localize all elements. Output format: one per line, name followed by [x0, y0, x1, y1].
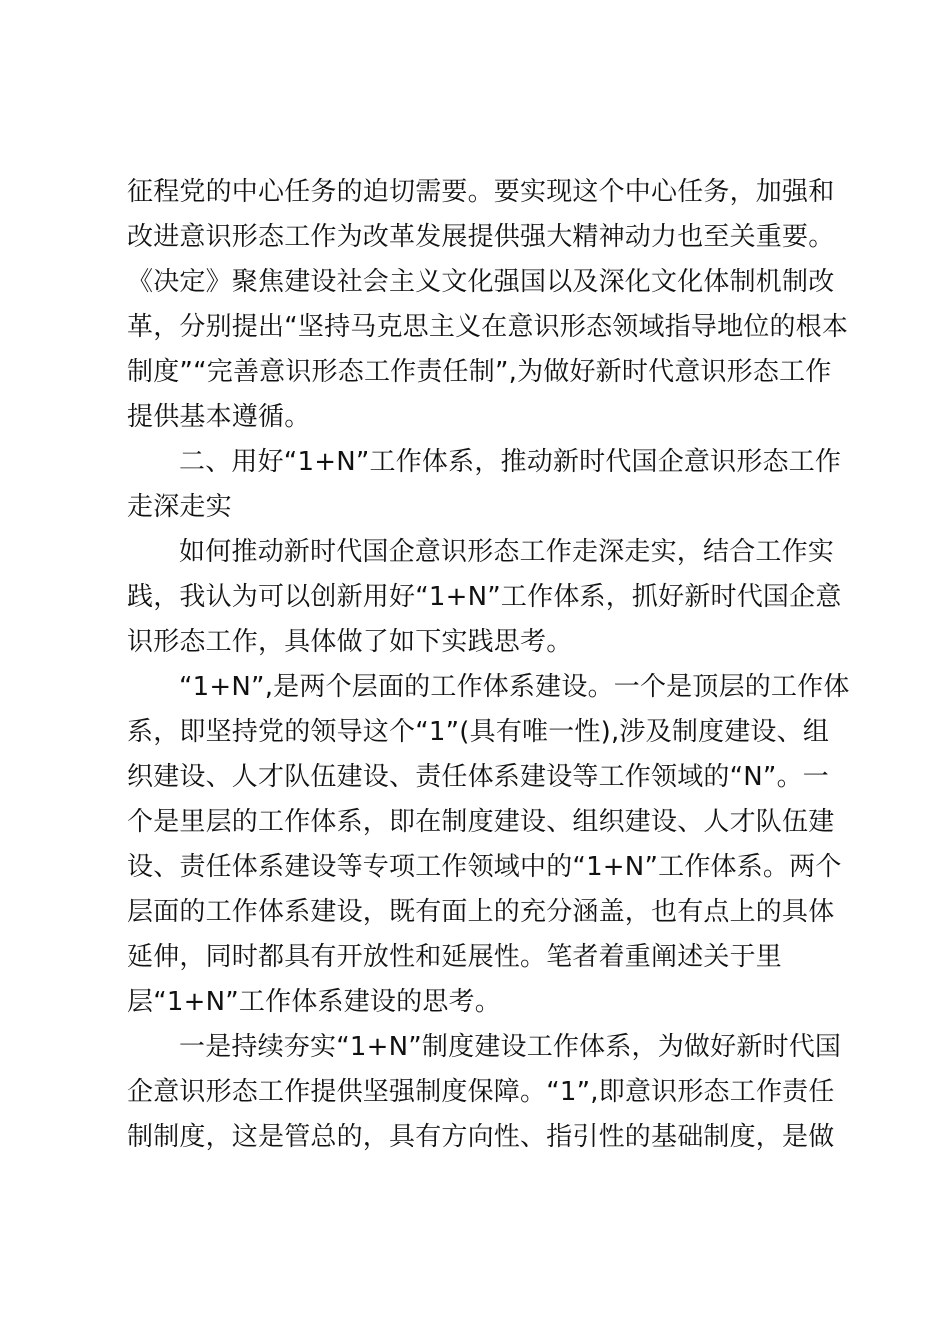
- text-line-12: “1+N”,是两个层面的工作体系建设。一个是顶层的工作体: [179, 672, 850, 702]
- text-line-21: 企意识形态工作提供坚强制度保障。“1”,即意识形态工作责任: [127, 1077, 835, 1107]
- text-line-17: 层面的工作体系建设，既有面上的充分涵盖，也有点上的具体: [127, 897, 835, 927]
- text-line-11: 识形态工作，具体做了如下实践思考。: [127, 627, 573, 657]
- text-line-2: 改进意识形态工作为改革发展提供强大精神动力也至关重要。: [127, 222, 835, 252]
- text-line-3: 《决定》聚焦建设社会主义文化强国以及深化文化体制机制改: [127, 267, 835, 297]
- text-line-14: 织建设、人才队伍建设、责任体系建设等工作领域的“N”。一: [127, 762, 829, 792]
- text-line-19: 层“1+N”工作体系建设的思考。: [127, 987, 501, 1017]
- text-line-18: 延伸，同时都具有开放性和延展性。笔者着重阐述关于里: [127, 942, 783, 972]
- text-line-16: 设、责任体系建设等专项工作领域中的“1+N”工作体系。两个: [127, 852, 842, 882]
- text-line-6: 提供基本遵循。: [127, 402, 311, 432]
- text-line-4: 革，分别提出“坚持马克思主义在意识形态领域指导地位的根本: [127, 312, 849, 342]
- text-line-1: 征程党的中心任务的迫切需要。要实现这个中心任务，加强和: [127, 177, 835, 207]
- text-line-5: 制度”“完善意识形态工作责任制”,为做好新时代意识形态工作: [127, 357, 832, 387]
- text-line-22: 制制度，这是管总的，具有方向性、指引性的基础制度，是做: [127, 1122, 835, 1152]
- text-line-13: 系，即坚持党的领导这个“1”(具有唯一性),涉及制度建设、组: [127, 717, 830, 747]
- text-line-9: 如何推动新时代国企意识形态工作走深走实，结合工作实: [179, 537, 835, 567]
- text-line-10: 践，我认为可以创新用好“1+N”工作体系，抓好新时代国企意: [127, 582, 842, 612]
- section-heading-line-2: 走深走实: [127, 492, 232, 522]
- text-line-20: 一是持续夯实“1+N”制度建设工作体系，为做好新时代国: [179, 1032, 842, 1062]
- section-heading-line-1: 二、用好“1+N”工作体系，推动新时代国企意识形态工作: [179, 447, 842, 477]
- text-line-15: 个是里层的工作体系，即在制度建设、组织建设、人才队伍建: [127, 807, 835, 837]
